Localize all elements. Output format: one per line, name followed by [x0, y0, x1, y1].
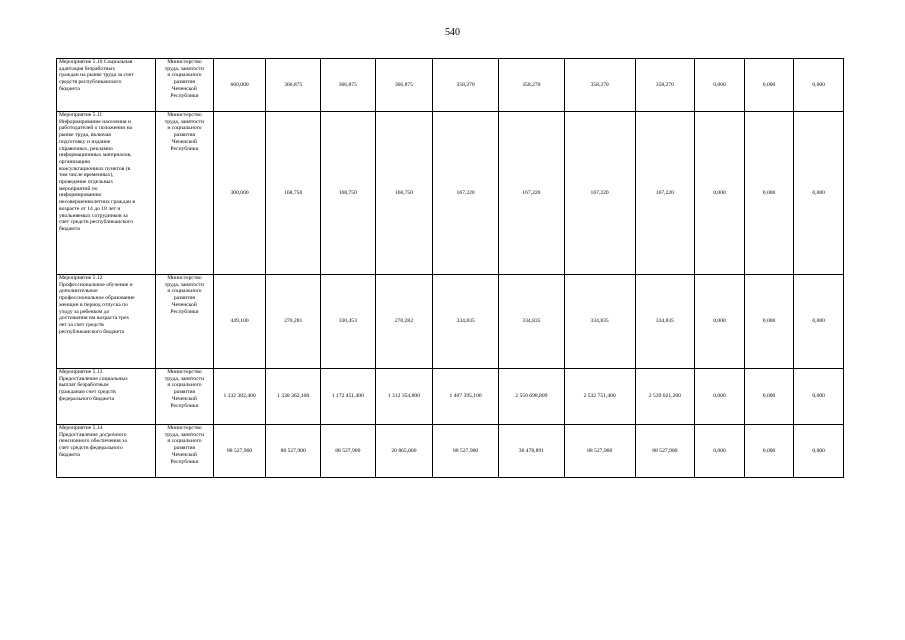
amount-value: 88 527,900 [280, 447, 306, 454]
amount-value: 0,000 [812, 318, 825, 325]
amount-cell [375, 59, 433, 112]
amount-cell [695, 369, 745, 425]
amount-value: 2 539 021,200 [648, 393, 681, 400]
amount-cell [564, 369, 635, 425]
amount-value: 0,000 [812, 393, 825, 400]
amount-cell [635, 369, 695, 425]
amount-cell [433, 275, 499, 369]
amount-cell [499, 425, 565, 478]
budget-table [56, 58, 844, 478]
amount-value: 2 550 698,809 [515, 393, 548, 400]
amount-value: 366,875 [284, 81, 303, 88]
amount-value: 0,000 [762, 81, 776, 88]
amount-value: 2 532 751,400 [583, 393, 616, 400]
amount-value: 334,835 [522, 318, 541, 325]
amount-value: 0,000 [762, 318, 776, 325]
amount-cell [375, 425, 433, 478]
amount-cell [266, 275, 321, 369]
amount-cell [213, 425, 266, 478]
amount-value: 334,835 [590, 318, 609, 325]
amount-value: 300,000 [230, 189, 249, 196]
amount-cell [744, 59, 794, 112]
amount-value: 168,750 [394, 189, 414, 196]
amount-value: 167,220 [655, 189, 674, 196]
amount-value: 168,750 [338, 189, 357, 196]
amount-value: 0,000 [713, 447, 726, 454]
amount-value: 1 312 354,800 [387, 393, 420, 400]
amount-value: 358,270 [522, 81, 541, 88]
amount-value: 0,000 [762, 189, 776, 196]
table-row [57, 59, 844, 112]
executor-cell [156, 425, 214, 478]
amount-cell [375, 112, 433, 275]
amount-value: 0,000 [713, 189, 726, 196]
amount-value: 0,000 [762, 447, 776, 454]
amount-value: 366,875 [394, 81, 414, 88]
measure-name: Мероприятие 5.12 Профессиональное обучение и дополнительное профессиональное образование женщин в период отпуска по уходу за ребенком до достижения им возраста трех лет за счет средств республиканского бюджета [59, 275, 135, 335]
measure-name-cell [57, 425, 156, 478]
amount-cell [635, 425, 695, 478]
amount-cell [499, 369, 565, 425]
amount-value: 0,000 [812, 189, 825, 196]
amount-cell [433, 425, 499, 478]
measure-name: Мероприятие 5.10 Социальная адаптация безработных граждан на рынке труда за счет средств республиканского бюджета [59, 59, 134, 92]
amount-cell [320, 425, 375, 478]
amount-value: 334,835 [655, 318, 674, 325]
amount-value: 449,100 [230, 318, 249, 325]
measure-name: Мероприятие 5.11 Информирование населения и работодателей о положении на рынке труда, включая подготовку и издание справочных, рекламно информационных материалов, организацию консультационных пунктов (в том числе временных), проведение отдельных мероприятий по информированию несовершеннолетних граждан в возрасте от 14 до 18 лет и увольняемых сотрудников за счет средств республиканского бюджета [59, 112, 135, 232]
amount-cell [564, 112, 635, 275]
amount-cell [213, 275, 266, 369]
table-row [57, 425, 844, 478]
amount-value: 88 527,900 [652, 447, 678, 454]
measure-name: Мероприятие 5.13 Предоставление социальных выплат безработным гражданам счет средств федерального бюджета [59, 369, 128, 402]
page-number: 540 [445, 27, 460, 38]
executor-name: Министерство труда, занятости и социального развития Чеченской Республики [164, 112, 205, 152]
executor-name: Министерство труда, занятости и социального развития Чеченской Республики [164, 275, 205, 315]
amount-cell [320, 112, 375, 275]
measure-name-cell [57, 369, 156, 425]
amount-value: 1 407 395,100 [449, 393, 482, 400]
executor-name: Министерство труда, занятости и социального развития Чеченской Республики [164, 369, 205, 409]
amount-cell [433, 369, 499, 425]
executor-cell [156, 369, 214, 425]
amount-value: 0,000 [713, 81, 726, 88]
amount-value: 20 865,000 [391, 447, 417, 454]
amount-value: 358,270 [590, 81, 609, 88]
amount-cell [499, 275, 565, 369]
amount-cell [744, 369, 794, 425]
amount-value: 88 527,900 [453, 447, 479, 454]
executor-name: Министерство труда, занятости и социального развития Чеченской Республики [164, 59, 205, 99]
amount-value: 270,281 [284, 318, 303, 325]
amount-cell [695, 112, 745, 275]
amount-cell [564, 425, 635, 478]
amount-cell [635, 112, 695, 275]
amount-cell [375, 275, 433, 369]
amount-cell [266, 425, 321, 478]
amount-cell [635, 275, 695, 369]
amount-cell [320, 275, 375, 369]
amount-cell [499, 112, 565, 275]
amount-cell [213, 369, 266, 425]
amount-cell [635, 59, 695, 112]
amount-cell [564, 59, 635, 112]
table-body [57, 59, 844, 478]
amount-cell [794, 59, 844, 112]
amount-cell [794, 275, 844, 369]
amount-cell [695, 275, 745, 369]
amount-value: 167,220 [456, 189, 475, 196]
executor-cell [156, 59, 214, 112]
amount-value: 270,282 [394, 318, 414, 325]
amount-cell [695, 59, 745, 112]
amount-value: 88 527,900 [226, 447, 253, 454]
amount-cell [433, 112, 499, 275]
amount-value: 168,750 [284, 189, 303, 196]
amount-cell [213, 112, 266, 275]
amount-value: 358,270 [655, 81, 674, 88]
amount-cell [794, 112, 844, 275]
amount-cell [266, 112, 321, 275]
amount-cell [794, 425, 844, 478]
measure-name-cell [57, 275, 156, 369]
amount-value: 167,220 [590, 189, 609, 196]
amount-value: 330,453 [338, 318, 357, 325]
amount-value: 366,875 [338, 81, 357, 88]
amount-value: 0,000 [713, 393, 726, 400]
amount-cell [744, 425, 794, 478]
executor-name: Министерство труда, занятости и социального развития Чеченской Республики [164, 425, 205, 465]
amount-value: 660,000 [230, 81, 249, 88]
amount-cell [744, 112, 794, 275]
amount-cell [375, 369, 433, 425]
amount-value: 0,000 [762, 393, 776, 400]
amount-cell [213, 59, 266, 112]
amount-cell [320, 369, 375, 425]
amount-value: 358,270 [456, 81, 475, 88]
amount-cell [564, 275, 635, 369]
amount-cell [266, 59, 321, 112]
amount-value: 0,000 [713, 318, 726, 325]
amount-value: 0,000 [812, 81, 825, 88]
executor-cell [156, 112, 214, 275]
amount-cell [695, 425, 745, 478]
amount-value: 1 332 382,400 [223, 393, 256, 400]
amount-value: 1 172 451,400 [331, 393, 364, 400]
measure-name: Мероприятие 5.14 Предоставление досрочного пенсионного обеспечения за счет средств федерального бюджета [59, 425, 127, 458]
amount-value: 0,000 [812, 447, 825, 454]
table-row [57, 369, 844, 425]
amount-value: 88 527,900 [335, 447, 361, 454]
amount-value: 1 338 362,100 [277, 393, 310, 400]
amount-cell [433, 59, 499, 112]
table-row [57, 275, 844, 369]
table-row [57, 112, 844, 275]
amount-cell [794, 369, 844, 425]
amount-value: 334,835 [456, 318, 475, 325]
amount-value: 88 527,900 [587, 447, 613, 454]
amount-value: 167,220 [522, 189, 541, 196]
amount-cell [266, 369, 321, 425]
amount-cell [499, 59, 565, 112]
amount-cell [744, 275, 794, 369]
measure-name-cell [57, 112, 156, 275]
amount-value: 30 478,891 [518, 447, 544, 454]
executor-cell [156, 275, 214, 369]
measure-name-cell [57, 59, 156, 112]
amount-cell [320, 59, 375, 112]
